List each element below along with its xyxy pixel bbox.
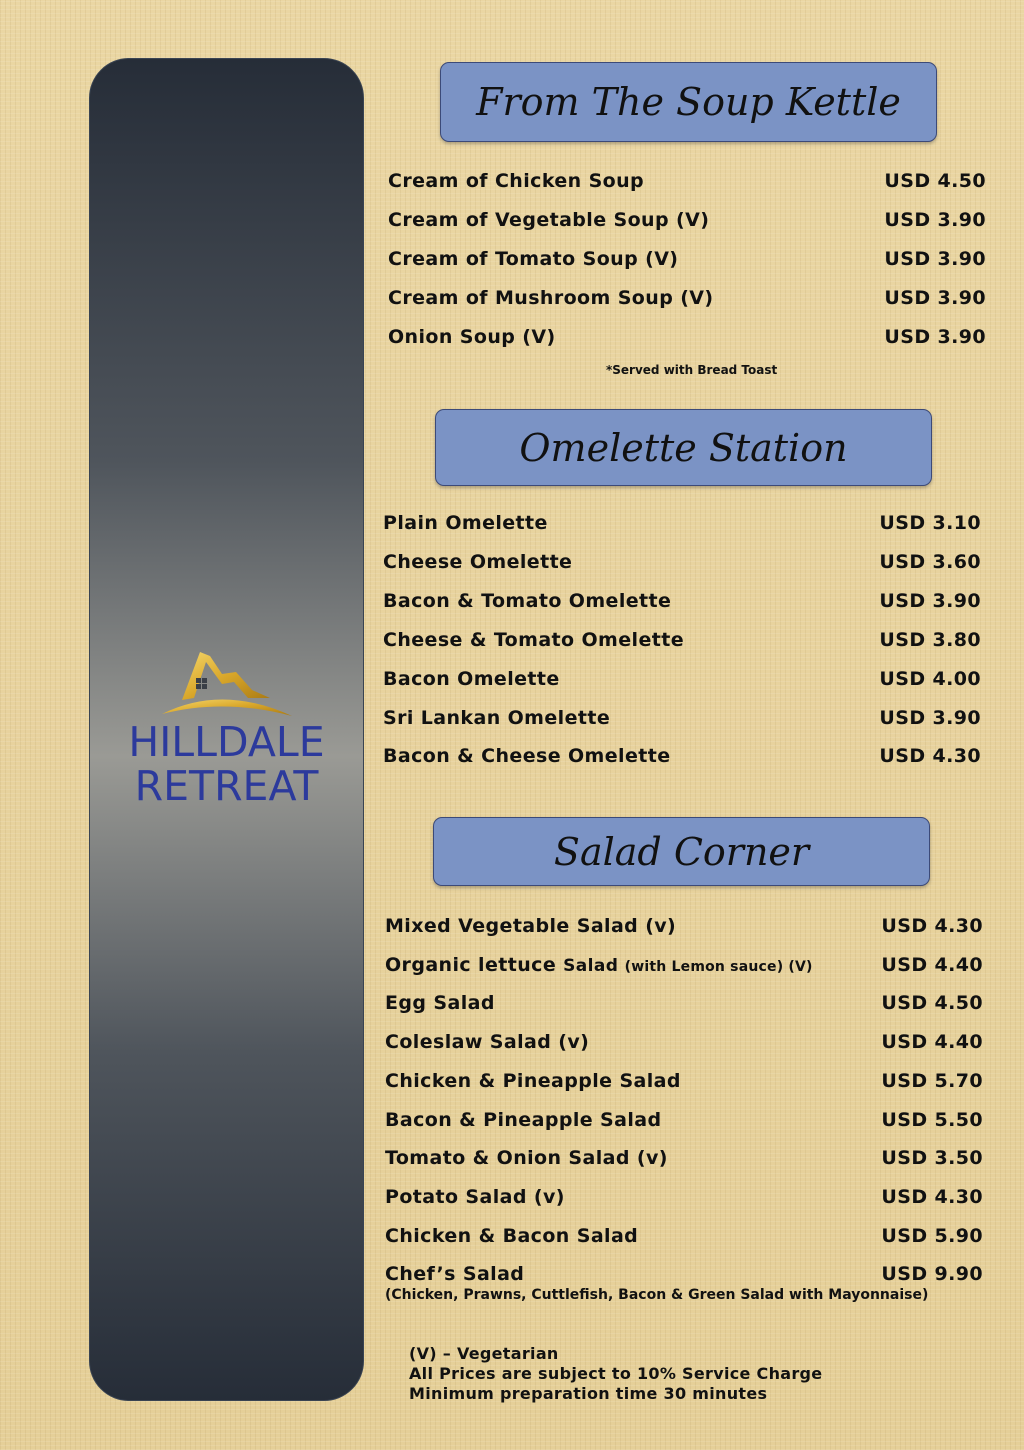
item-price: USD 3.90	[884, 209, 986, 231]
item-name: Cheese & Tomato Omelette	[383, 629, 684, 651]
menu-row	[385, 913, 983, 939]
chef-salad-description: (Chicken, Prawns, Cuttlefish, Bacon & Green Salad with Mayonnaise)	[385, 1287, 929, 1303]
item-name: Chicken & Pineapple Salad	[385, 1070, 681, 1092]
item-price: USD 5.50	[881, 1109, 983, 1131]
menu-row	[385, 952, 983, 978]
menu-row	[383, 549, 981, 575]
item-price: USD 9.90	[881, 1263, 983, 1285]
menu-row	[388, 285, 986, 311]
item-name: Cream of Tomato Soup (V)	[388, 248, 679, 270]
menu-row	[385, 1145, 983, 1171]
item-price: USD 4.40	[881, 954, 983, 976]
item-name: Cheese Omelette	[383, 551, 573, 573]
item-name: Potato Salad (v)	[385, 1186, 565, 1208]
menu-row	[383, 705, 981, 731]
item-name: Egg Salad	[385, 992, 495, 1014]
footer-notes	[409, 1344, 822, 1404]
item-price: USD 3.90	[879, 590, 981, 612]
section-banner-omelette	[435, 409, 932, 486]
menu-row	[385, 1184, 983, 1210]
item-name: Bacon & Pineapple Salad	[385, 1109, 662, 1131]
item-price: USD 3.90	[879, 707, 981, 729]
item-name: Cream of Vegetable Soup (V)	[388, 209, 710, 231]
brand-logo	[104, 648, 349, 818]
item-name: Bacon & Cheese Omelette	[383, 745, 671, 767]
house-roof-icon	[152, 648, 302, 720]
item-price: USD 3.90	[884, 287, 986, 309]
item-price: USD 3.90	[884, 248, 986, 270]
menu-row	[383, 588, 981, 614]
item-price: USD 5.90	[881, 1225, 983, 1247]
item-price: USD 4.30	[881, 915, 983, 937]
section-banner-salad	[433, 817, 930, 886]
menu-row	[385, 990, 983, 1016]
item-name: Coleslaw Salad (v)	[385, 1031, 590, 1053]
brand-name-line2: RETREAT	[134, 762, 319, 810]
item-name-extra: (with Lemon sauce) (V)	[624, 959, 813, 975]
item-name: Sri Lankan Omelette	[383, 707, 611, 729]
menu-row	[385, 1107, 983, 1133]
menu-row	[388, 168, 986, 194]
item-price: USD 4.00	[879, 668, 981, 690]
item-name: Plain Omelette	[383, 512, 548, 534]
item-price: USD 4.50	[884, 170, 986, 192]
menu-row	[383, 743, 981, 769]
item-name: Mixed Vegetable Salad (v)	[385, 915, 677, 937]
menu-row	[385, 1223, 983, 1249]
item-price: USD 4.40	[881, 1031, 983, 1053]
footer-vegetarian-note: (V) – Vegetarian	[409, 1344, 559, 1363]
section-banner-soup	[440, 62, 937, 142]
menu-row	[385, 1029, 983, 1055]
item-name: Chicken & Bacon Salad	[385, 1225, 639, 1247]
section-title-salad: Salad Corner	[553, 829, 810, 874]
item-name: Tomato & Onion Salad (v)	[385, 1147, 668, 1169]
footer-preparation-note: Minimum preparation time 30 minutes	[409, 1384, 768, 1403]
item-price: USD 3.90	[884, 326, 986, 348]
menu-row	[385, 1261, 983, 1287]
item-price: USD 4.50	[881, 992, 983, 1014]
item-price: USD 3.10	[879, 512, 981, 534]
item-price: USD 3.50	[881, 1147, 983, 1169]
item-name	[385, 954, 813, 976]
menu-row	[388, 207, 986, 233]
menu-row	[383, 510, 981, 536]
item-name-main: Organic lettuce	[385, 954, 564, 976]
item-price: USD 5.70	[881, 1070, 983, 1092]
soup-note: *Served with Bread Toast	[606, 363, 778, 377]
item-name: Cream of Chicken Soup	[388, 170, 645, 192]
item-name: Chef’s Salad	[385, 1263, 525, 1285]
menu-row	[383, 666, 981, 692]
item-price: USD 4.30	[881, 1186, 983, 1208]
menu-row	[385, 1068, 983, 1094]
menu-row	[383, 627, 981, 653]
menu-row	[388, 324, 986, 350]
item-name: Bacon Omelette	[383, 668, 560, 690]
item-price: USD 3.60	[879, 551, 981, 573]
menu-row	[388, 246, 986, 272]
item-name: Cream of Mushroom Soup (V)	[388, 287, 714, 309]
item-price: USD 3.80	[879, 629, 981, 651]
item-name: Bacon & Tomato Omelette	[383, 590, 672, 612]
section-title-omelette: Omelette Station	[519, 425, 848, 470]
item-price: USD 4.30	[879, 745, 981, 767]
section-title-soup: From The Soup Kettle	[476, 80, 901, 124]
footer-service-charge-note: All Prices are subject to 10% Service Charge	[409, 1364, 823, 1383]
item-name-salad: Salad	[563, 956, 625, 976]
brand-name-line1: HILLDALE	[128, 718, 325, 766]
item-name: Onion Soup (V)	[388, 326, 556, 348]
